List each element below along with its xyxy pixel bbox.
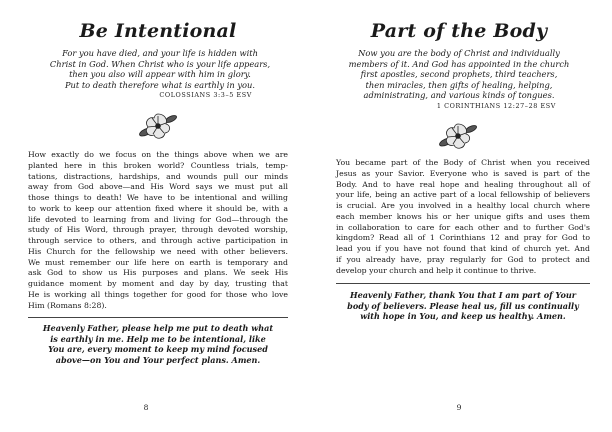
prayer-line: above—on You and Your perfect plans. Amen. <box>55 354 261 365</box>
body-line: life devoted to learning from and living for God—through the <box>28 214 288 224</box>
body-line: in collaboration to care for each other and to further God's <box>336 222 590 232</box>
verse-line: first apostles, second prophets, third teachers, <box>360 69 558 80</box>
body-line: to work to keep our attention fixed where it should be, with a <box>28 203 288 213</box>
body-line: lead you if you have not found that kind of church yet. And <box>336 244 590 253</box>
body-line: through service to others, and through active participation in <box>28 236 288 245</box>
verse-line: then miracles, then gifts of healing, helping, <box>365 79 553 90</box>
body-line: kingdom? Read all of 1 Corinthians 12 and pray for God to <box>336 233 590 243</box>
body-line: away from God above—and His Word says we must put all <box>28 182 288 192</box>
divider <box>28 317 288 318</box>
scripture-reference: COLOSSIANS 3:3–5 ESV <box>159 91 252 100</box>
scripture-verse <box>328 48 590 112</box>
body-line: How exactly do we focus on the things above when we are <box>28 150 288 159</box>
page-title: Be Intentional <box>79 20 237 42</box>
body-line: Jesus as your Savior. Everyone who is saved is part of the <box>336 168 590 178</box>
devotional-text <box>336 158 590 276</box>
flower-icon <box>138 110 178 142</box>
body-line: is crucial. Are you involved in a healthy local church where <box>336 201 590 210</box>
body-line: You became part of the Body of Christ when you received <box>336 158 590 167</box>
prayer-line: Heavenly Father, thank You that I am part of Your <box>349 290 577 300</box>
verse-line: administrating, and various kinds of tongues. <box>363 90 555 101</box>
prayer-line: is earthly in me. Help me to be intentional, like <box>50 333 266 344</box>
prayer-line: Heavenly Father, please help me put to death what <box>42 323 274 333</box>
verse-line: Now you are the body of Christ and individually <box>358 48 560 58</box>
page-title: Part of the Body <box>370 20 548 42</box>
verse-line: Christ in God. When Christ who is your life appears, <box>49 58 271 69</box>
body-line: We must remember our life here on earth is temporary and <box>28 257 288 267</box>
body-line: ask God to show us His purposes and plans. We seek His <box>28 268 288 278</box>
scripture-verse <box>40 48 280 101</box>
body-line: develop your church and help it continue to thrive. <box>336 265 537 275</box>
body-line: planted here in this broken world? Countless trials, temp- <box>28 160 288 170</box>
body-line: Him (Romans 8:28). <box>28 300 107 310</box>
body-line: if you already have, pray regularly for God to protect and <box>336 254 590 264</box>
prayer <box>28 323 288 365</box>
page-number: 9 <box>456 403 462 412</box>
page-number: 8 <box>143 403 149 412</box>
body-line: He is working all things together for good for those who love <box>28 289 288 299</box>
verse-line: Put to death therefore what is earthly in you. <box>64 79 256 90</box>
divider <box>336 283 590 284</box>
devotional-text <box>28 150 288 311</box>
verse-line: For you have died, and your life is hidden with <box>62 48 258 58</box>
prayer-line: with hope in You, and keep us healthy. Amen. <box>360 311 566 322</box>
prayer-line: body of believers. Please heal us, fill us continually <box>347 300 579 311</box>
body-line: each member knows his or her unique gifts and uses them <box>336 211 590 221</box>
flower-icon <box>438 120 478 152</box>
body-line: His Church for the fellowship we need with other believers. <box>28 246 288 256</box>
scripture-reference: 1 CORINTHIANS 12:27–28 ESV <box>436 101 556 110</box>
body-line: Body. And to have real hope and healing throughout all of <box>336 179 590 189</box>
prayer <box>336 290 590 322</box>
body-line: guidance moment by moment and day by day, trusting that <box>28 279 288 288</box>
verse-line: then you also will appear with him in glory. <box>69 69 251 80</box>
body-line: tations, distractions, hardships, and wounds pull our minds <box>28 171 288 181</box>
prayer-line: You are, every moment to keep my mind focused <box>48 344 268 355</box>
right-page <box>306 0 612 432</box>
body-line: your life, being an active part of a local fellowship of believers <box>336 190 590 200</box>
body-line: those things to death! We have to be intentional and willing <box>28 193 288 202</box>
verse-line: members of it. And God has appointed in the church <box>348 58 570 69</box>
body-line: study of His Word, through prayer, through devoted worship, <box>28 225 288 235</box>
